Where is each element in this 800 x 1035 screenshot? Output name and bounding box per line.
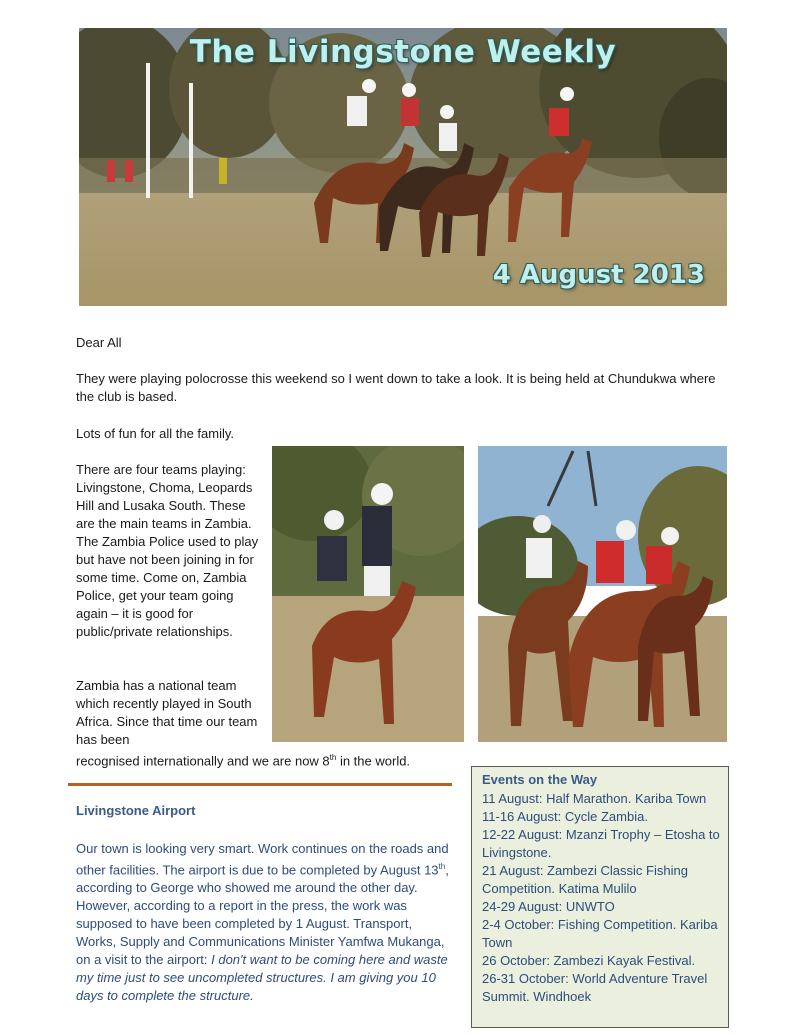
polocrosse-photo-right [478, 446, 727, 742]
family-paragraph: Lots of fun for all the family. [76, 426, 234, 441]
airport-heading: Livingstone Airport [76, 803, 196, 818]
events-list [482, 790, 722, 1006]
event-item: 24-29 August: UNWTO [482, 899, 615, 914]
teams-paragraph: There are four teams playing: Livingstone, Choma, Leopards Hill and Lusaka South. These are the main teams in Zambia. The Zambia Police used to play but have not been joining in for some time. Come on, Zambia Police, get your team going again – it is good for public/private relationships. [76, 462, 259, 639]
airport-text-middle: , according to George who showed me around the other day. However, according to a report in the press, the work was supposed to have been completed by 1 August. Transport, Works, Supply and Communications Minister Yamfwa Mukanga, on a visit to the airport: [76, 862, 449, 968]
event-item: 11 August: Half Marathon. Kariba Town [482, 791, 707, 806]
event-item: 2-4 October: Fishing Competition. Kariba Town [482, 917, 718, 950]
ranking-text-end: in the world. [336, 753, 411, 769]
greeting: Dear All [76, 335, 122, 350]
event-item: 21 August: Zambezi Classic Fishing Competition. Katima Mulilo [482, 863, 688, 896]
ranking-ordinal: th [329, 753, 337, 762]
event-item: 26-31 October: World Adventure Travel Summit. Windhoek [482, 971, 708, 1004]
national-team-paragraph: Zambia has a national team which recently played in South Africa. Since that time our team has been [76, 678, 258, 747]
ranking-line [76, 749, 476, 770]
event-item: 11-16 August: Cycle Zambia. [482, 809, 648, 824]
section-divider [68, 783, 452, 786]
polocrosse-photo-center [272, 446, 464, 742]
ranking-text: recognised internationally and we are now 8 [76, 753, 330, 769]
events-title: Events on the Way [482, 772, 598, 787]
events-box [471, 766, 729, 1028]
event-item: 26 October: Zambezi Kayak Festival. [482, 953, 696, 968]
masthead-banner [79, 28, 727, 306]
intro-paragraph: They were playing polocrosse this weekend so I went down to take a look. It is being held at Chundukwa where the club is based. [76, 371, 716, 404]
minister-quote: I don't want to be coming here and waste my time just to see uncompleted structures. I am giving you 10 days to complete the structure. [76, 952, 448, 1004]
issue-date: 4 August 2013 [492, 260, 705, 290]
airport-date-ordinal: th [438, 862, 446, 871]
event-item: 12-22 August: Mzanzi Trophy – Etosha to Livingstone. [482, 827, 720, 860]
masthead-title: The Livingstone Weekly [189, 34, 617, 70]
airport-text-start: Our town is looking very smart. Work continues on the roads and other facilities. The airport is due to be completed by August 13 [76, 841, 449, 878]
airport-paragraph [76, 840, 454, 1005]
